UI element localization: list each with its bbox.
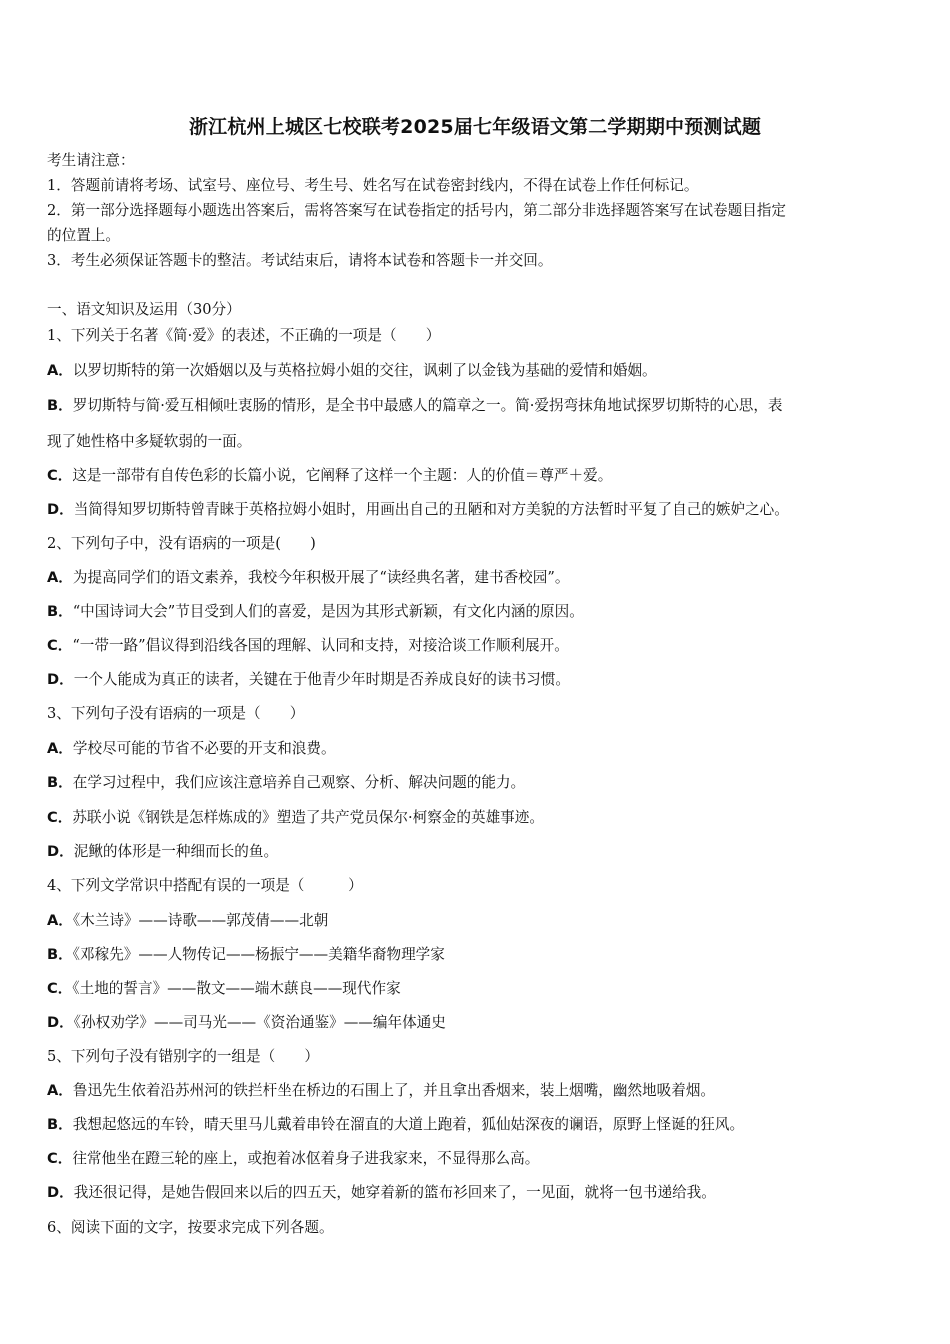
question-5-option-a xyxy=(47,1081,910,1101)
option-label: A． xyxy=(47,569,73,586)
option-text: 一个人能成为真正的读者，关键在于他青少年时期是否养成良好的读书习惯。 xyxy=(73,671,570,688)
option-label: D． xyxy=(47,843,74,860)
notice-item-1: 1．答题前请将考场、试室号、座位号、考生号、姓名写在试卷密封线内，不得在试卷上作任何标记。 xyxy=(47,177,699,194)
option-text: 我还很记得，是她告假回来以后的四五天，她穿着新的篮布衫回来了，一见面，就将一包书递给我。 xyxy=(73,1184,716,1201)
option-text: “中国诗词大会”节目受到人们的喜爱，是因为其形式新颖，有文化内涵的原因。 xyxy=(72,603,584,620)
option-label: B． xyxy=(47,603,73,620)
notice-heading: 考生请注意： xyxy=(47,152,135,169)
question-4-option-d xyxy=(47,1013,910,1033)
option-label: B． xyxy=(47,774,73,791)
option-label: C． xyxy=(47,637,73,654)
option-text: 这是一部带有自传色彩的长篇小说，它阐释了这样一个主题：人的价值＝尊严＋爱。 xyxy=(72,467,613,484)
question-2-option-b xyxy=(47,602,910,622)
option-text: 《木兰诗》——诗歌——郭茂倩——北朝 xyxy=(72,912,329,929)
question-3-option-b xyxy=(47,773,910,793)
option-text: 罗切斯特与简·爱互相倾吐衷肠的情形，是全书中最感人的篇章之一。简·爱拐弯抹角地试探罗切斯特的心思，表 xyxy=(72,397,783,414)
question-6-stem: 6、阅读下面的文字，按要求完成下列各题。 xyxy=(47,1219,334,1236)
question-4-option-b xyxy=(47,945,910,965)
question-4-stem: 4、下列文学常识中搭配有误的一项是（ ） xyxy=(47,877,363,894)
question-2-option-c xyxy=(47,636,910,656)
question-1-option-a xyxy=(47,361,910,381)
question-5-option-b xyxy=(47,1115,910,1135)
option-label: C． xyxy=(47,809,73,826)
option-text: 当简得知罗切斯特曾青睐于英格拉姆小姐时，用画出自己的丑陋和对方美貌的方法暂时平复了自己的嫉妒之心。 xyxy=(73,501,789,518)
option-text: 为提高同学们的语文素养，我校今年积极开展了“读经典名著，建书香校园”。 xyxy=(72,569,570,586)
page-title: 浙江杭州上城区七校联考2025届七年级语文第二学期期中预测试题 xyxy=(188,116,762,138)
option-label: B． xyxy=(47,1116,73,1133)
option-label: C． xyxy=(47,1150,73,1167)
option-text: 泥鳅的体形是一种细而长的鱼。 xyxy=(73,843,279,860)
option-text: 鲁迅先生依着沿苏州河的铁拦杆坐在桥边的石围上了，并且拿出香烟来，装上烟嘴，幽然地吸着烟。 xyxy=(72,1082,716,1099)
option-label: A． xyxy=(47,362,73,379)
option-text: 《土地的誓言》——散文——端木蕻良——现代作家 xyxy=(72,980,401,997)
option-label: D． xyxy=(47,1014,74,1031)
question-2-stem: 2、下列句子中，没有语病的一项是( ) xyxy=(47,535,316,552)
option-label: D． xyxy=(47,1184,74,1201)
option-label: B． xyxy=(47,397,73,414)
option-text: 学校尽可能的节省不必要的开支和浪费。 xyxy=(72,740,336,757)
question-5-stem: 5、下列句子没有错别字的一组是（ ） xyxy=(47,1048,319,1065)
question-1-option-b xyxy=(47,396,910,416)
option-text: 我想起悠远的车铃，晴天里马儿戴着串铃在溜直的大道上跑着，狐仙姑深夜的谰语，原野上怪诞的狂风。 xyxy=(72,1116,745,1133)
question-3-option-d xyxy=(47,842,910,862)
option-label: C． xyxy=(47,467,73,484)
question-5-option-c xyxy=(47,1149,910,1169)
option-label: A． xyxy=(47,740,73,757)
option-label: B． xyxy=(47,946,73,963)
option-text: 《孙权劝学》——司马光——《资治通鉴》——编年体通史 xyxy=(73,1014,446,1031)
option-text: 往常他坐在蹬三轮的座上，或抱着冰伛着身子进我家来，不显得那么高。 xyxy=(72,1150,540,1167)
option-text: 在学习过程中，我们应该注意培养自己观察、分析、解决问题的能力。 xyxy=(72,774,526,791)
option-label: A． xyxy=(47,1082,73,1099)
notice-item-2: 2．第一部分选择题每小题选出答案后，需将答案写在试卷指定的括号内，第二部分非选择题答案写在试卷题目指定 xyxy=(47,202,786,219)
notice-item-3: 3．考生必须保证答题卡的整洁。考试结束后，请将本试卷和答题卡一并交回。 xyxy=(47,252,553,269)
question-1-option-c xyxy=(47,466,910,486)
option-text: 苏联小说《钢铁是怎样炼成的》塑造了共产党员保尔·柯察金的英雄事迹。 xyxy=(72,809,544,826)
option-text: 以罗切斯特的第一次婚姻以及与英格拉姆小姐的交往，讽刺了以金钱为基础的爱情和婚姻。 xyxy=(72,362,657,379)
question-5-option-d xyxy=(47,1183,910,1203)
section-title: 一、语文知识及运用（30分） xyxy=(47,301,241,318)
question-4-option-a xyxy=(47,911,910,931)
question-1-option-d xyxy=(47,500,910,520)
question-2-option-a xyxy=(47,568,910,588)
option-label: D． xyxy=(47,671,74,688)
option-label: D． xyxy=(47,501,74,518)
question-1-option-b-continued xyxy=(47,432,910,452)
option-text: 现了她性格中多疑软弱的一面。 xyxy=(47,433,252,450)
option-text: 《邓稼先》——人物传记——杨振宁——美籍华裔物理学家 xyxy=(72,946,445,963)
question-3-stem: 3、下列句子没有语病的一项是（ ） xyxy=(47,705,305,722)
question-1-stem: 1、下列关于名著《简·爱》的表述，不正确的一项是（ ） xyxy=(47,327,441,344)
option-label: A． xyxy=(47,912,73,929)
question-3-option-a xyxy=(47,739,910,759)
notice-item-2-continued: 的位置上。 xyxy=(47,227,120,244)
option-label: C． xyxy=(47,980,73,997)
question-2-option-d xyxy=(47,670,910,690)
option-text: “一带一路”倡议得到沿线各国的理解、认同和支持，对接洽谈工作顺利展开。 xyxy=(72,637,569,654)
question-4-option-c xyxy=(47,979,910,999)
question-3-option-c xyxy=(47,808,910,828)
